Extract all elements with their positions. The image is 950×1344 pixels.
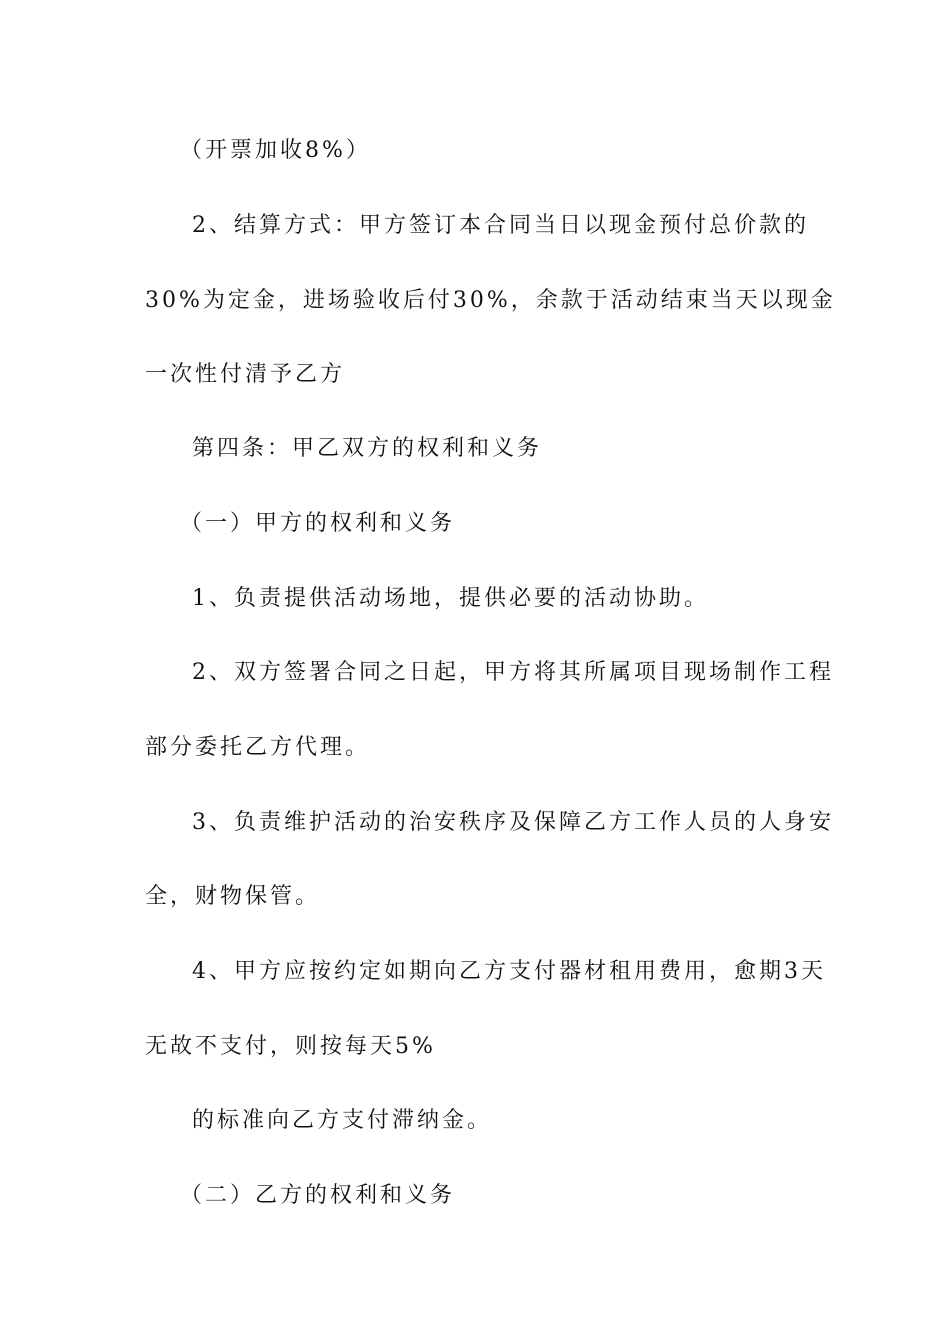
text-line-party-a-item-2-cont: 部分委托乙方代理。	[145, 735, 371, 760]
text-line-party-a-item-3-cont: 全，财物保管。	[145, 884, 321, 909]
text-line-one-time-payment: 一次性付清予乙方	[145, 362, 346, 387]
text-line-invoice-surcharge: （开票加收8%）	[180, 138, 371, 163]
text-line-party-a-item-4: 4、甲方应按约定如期向乙方支付器材租用费用，愈期3天	[192, 959, 826, 984]
text-line-party-a-item-4-cont: 无故不支付，则按每天5%	[145, 1034, 436, 1059]
text-line-deposit-terms: 30%为定金，进场验收后付30%，余款于活动结束当天以现金	[145, 288, 836, 313]
subsection-heading-party-a: （一）甲方的权利和义务	[180, 511, 456, 536]
section-heading-article-four: 第四条：甲乙双方的权利和义务	[192, 436, 543, 461]
subsection-heading-party-b: （二）乙方的权利和义务	[180, 1183, 456, 1208]
text-line-party-a-item-1: 1、负责提供活动场地，提供必要的活动协助。	[192, 586, 709, 611]
text-line-party-a-item-4-end: 的标准向乙方支付滞纳金。	[192, 1108, 493, 1133]
text-line-party-a-item-3: 3、负责维护活动的治安秩序及保障乙方工作人员的人身安	[192, 810, 834, 835]
text-line-settlement-method: 2、结算方式：甲方签订本合同当日以现金预付总价款的	[192, 213, 809, 238]
text-line-party-a-item-2: 2、双方签署合同之日起，甲方将其所属项目现场制作工程	[192, 660, 834, 685]
